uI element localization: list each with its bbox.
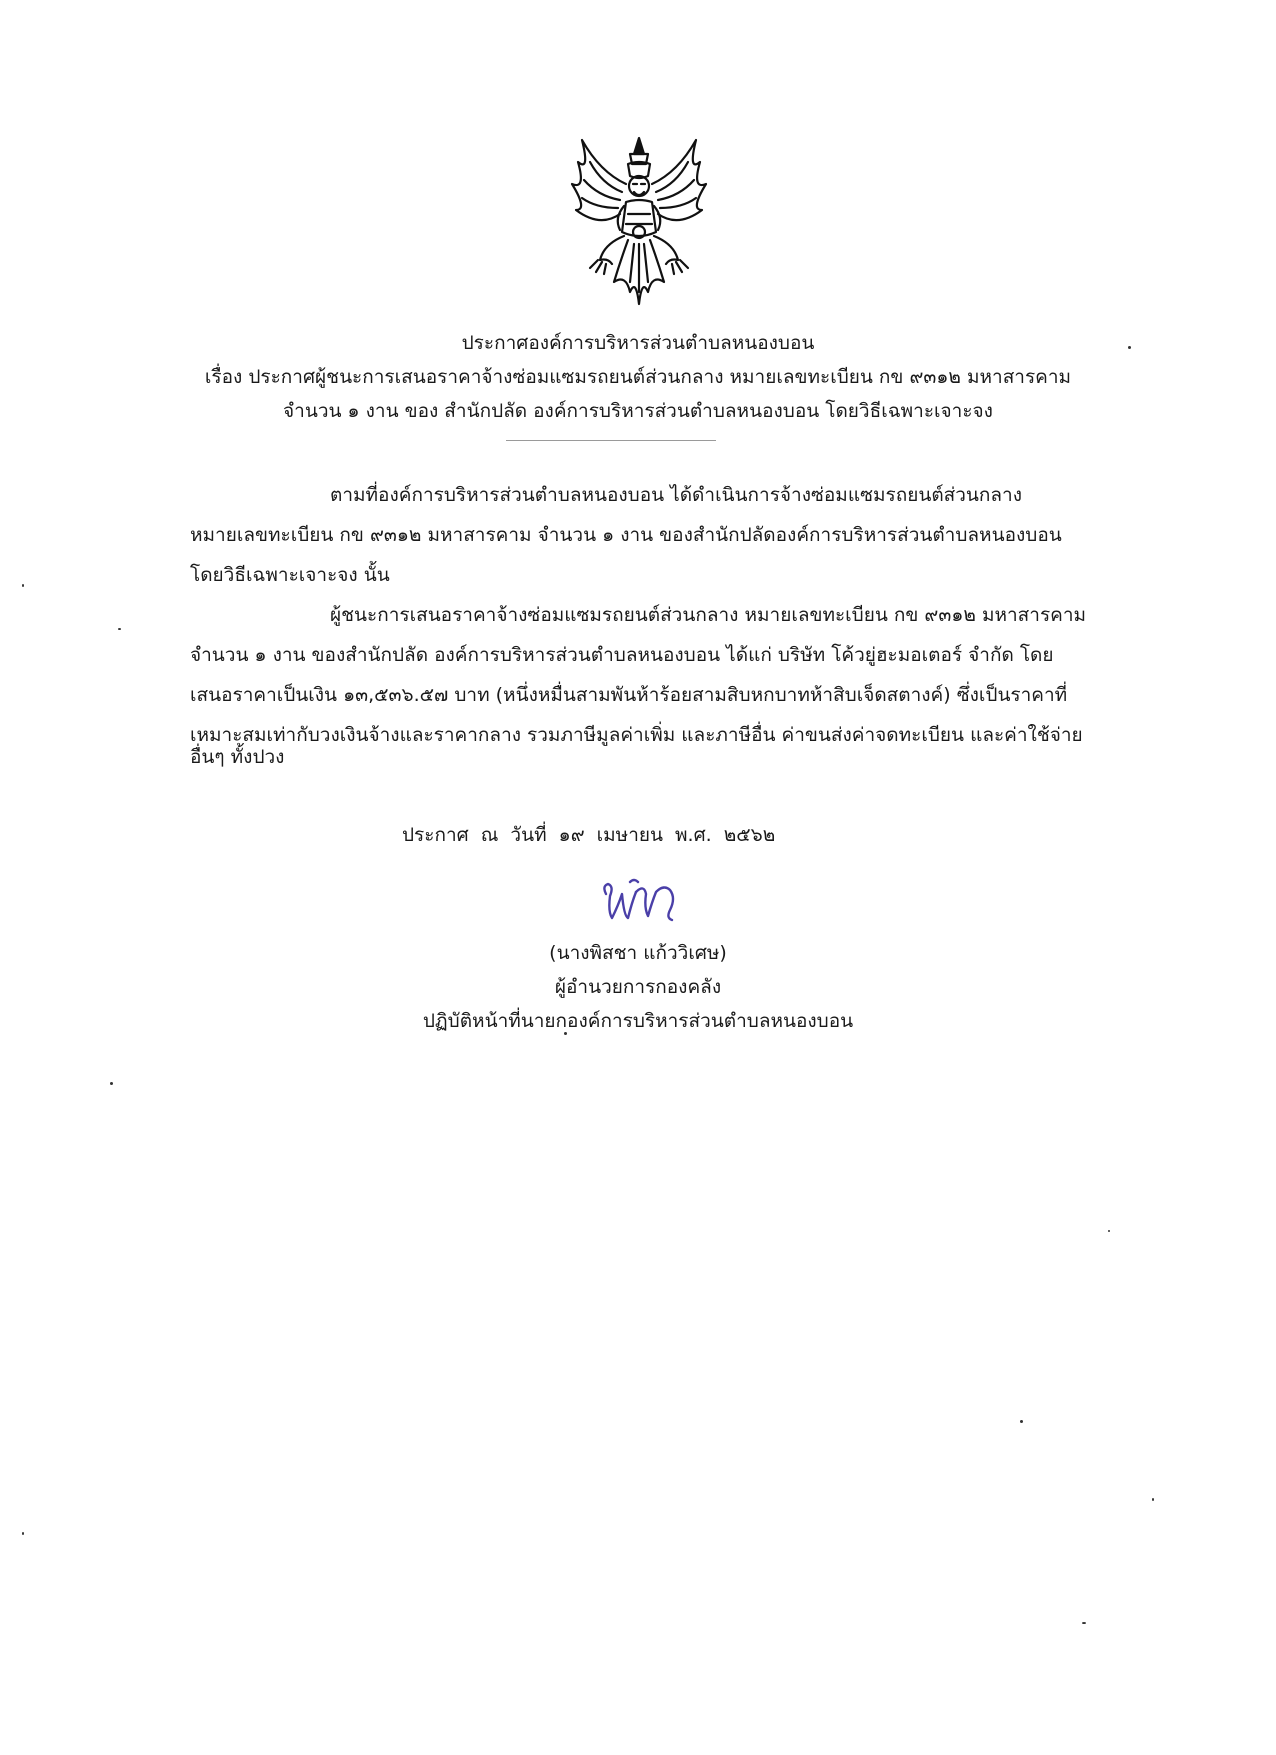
- scan-speck: [1152, 1498, 1154, 1501]
- handwritten-signature-icon: [600, 876, 682, 926]
- garuda-emblem-icon: [560, 132, 718, 312]
- paragraph-2-line-2: จำนวน ๑ งาน ของสำนักปลัด องค์การบริหารส่วนตำบลหนองบอน ได้แก่ บริษัท โค้วยู่ฮะมอเตอร์ จำกัด โดย: [190, 644, 1054, 666]
- paragraph-1-line-1: ตามที่องค์การบริหารส่วนตำบลหนองบอน ได้ดำเนินการจ้างซ่อมแซมรถยนต์ส่วนกลาง: [330, 484, 1023, 506]
- scan-speck: [22, 584, 24, 587]
- scan-speck: [1128, 346, 1131, 349]
- paragraph-2-line-4: เหมาะสมเท่ากับวงเงินจ้างและราคากลาง รวมภาษีมูลค่าเพิ่ม และภาษีอื่น ค่าขนส่งค่าจดทะเบียน และค่าใช้จ่าย: [190, 724, 1083, 746]
- signatory-name: (นางพิสชา แก้ววิเศษ): [549, 942, 727, 964]
- paragraph-1-line-3: โดยวิธีเฉพาะเจาะจง นั้น: [190, 564, 390, 586]
- scan-speck: [22, 1532, 24, 1535]
- scan-speck: [110, 1082, 113, 1085]
- announcement-title: ประกาศองค์การบริหารส่วนตำบลหนองบอน: [461, 332, 815, 354]
- announcement-date: ประกาศ ณ วันที่ ๑๙ เมษายน พ.ศ. ๒๕๖๒: [402, 824, 776, 846]
- signatory-acting-role: ปฏิบัติหน้าที่นายกองค์การบริหารส่วนตำบลหนองบอน: [422, 1010, 854, 1032]
- paragraph-2-line-1: ผู้ชนะการเสนอราคาจ้างซ่อมแซมรถยนต์ส่วนกลาง หมายเลขทะเบียน กข ๙๓๑๒ มหาสารคาม: [330, 604, 1087, 626]
- paragraph-2-line-3: เสนอราคาเป็นเงิน ๑๓,๕๓๖.๕๗ บาท (หนึ่งหมื่นสามพันห้าร้อยสามสิบหกบาทห้าสิบเจ็ดสตางค์) ซึ่งเป็นราคาที่: [190, 684, 1068, 706]
- scan-speck: [1082, 1622, 1086, 1624]
- announcement-subject: เรื่อง ประกาศผู้ชนะการเสนอราคาจ้างซ่อมแซมรถยนต์ส่วนกลาง หมายเลขทะเบียน กข ๙๓๑๒ มหาสารคาม: [204, 366, 1072, 388]
- heading-divider: [506, 440, 716, 441]
- paragraph-2-line-5: อื่นๆ ทั้งปวง: [190, 746, 285, 768]
- paragraph-1-line-2: หมายเลขทะเบียน กข ๙๓๑๒ มหาสารคาม จำนวน ๑ งาน ของสำนักปลัดองค์การบริหารส่วนตำบลหนองบอน: [190, 524, 1062, 546]
- scan-speck: [118, 628, 121, 630]
- scan-speck: [564, 1032, 567, 1035]
- announcement-subject-cont: จำนวน ๑ งาน ของ สำนักปลัด องค์การบริหารส่วนตำบลหนองบอน โดยวิธีเฉพาะเจาะจง: [283, 400, 993, 422]
- scan-speck: [1108, 1230, 1110, 1232]
- scan-speck: [1020, 1420, 1023, 1423]
- signatory-position: ผู้อำนวยการกองคลัง: [554, 976, 722, 998]
